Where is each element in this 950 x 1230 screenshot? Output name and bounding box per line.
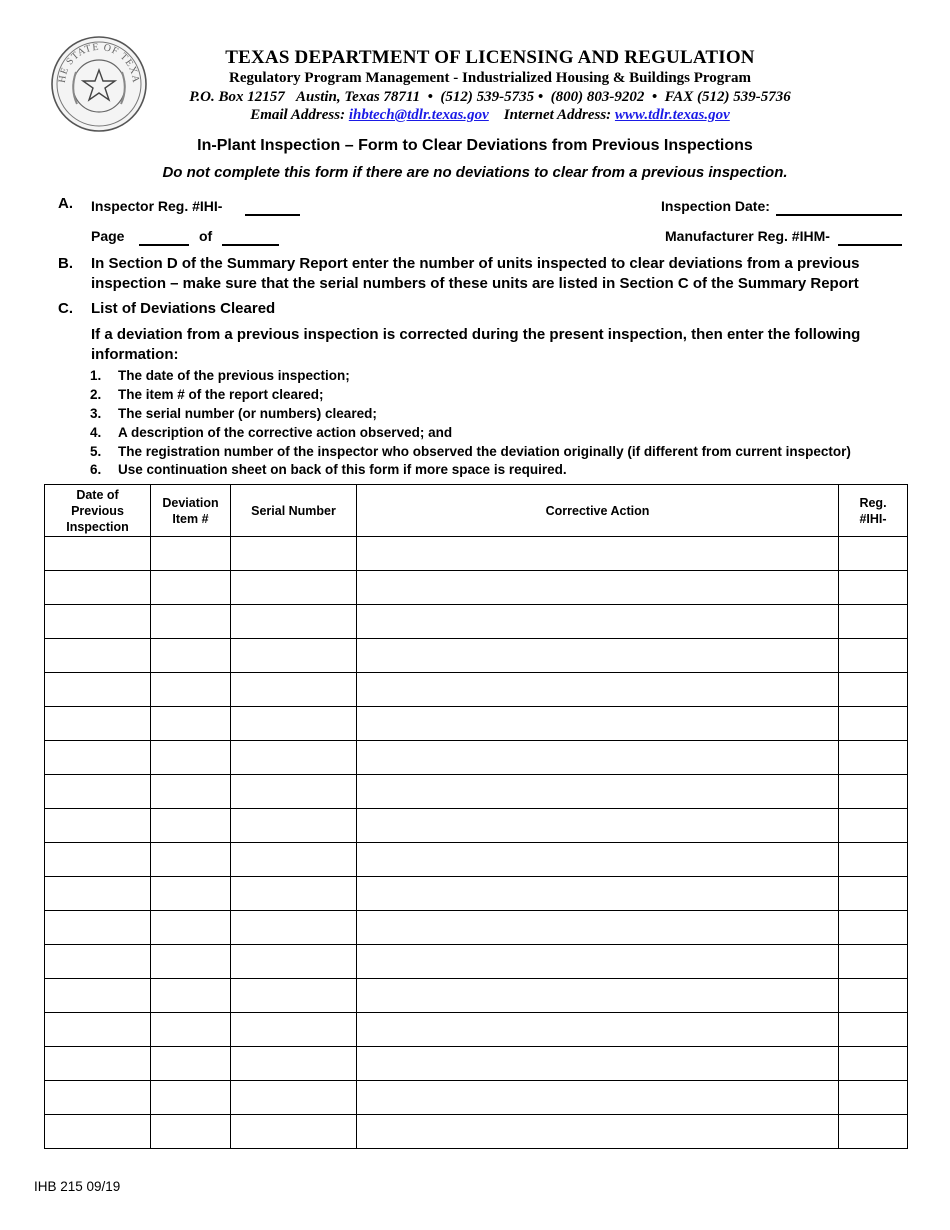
table-row — [45, 571, 908, 605]
agency-name: TEXAS DEPARTMENT OF LICENSING AND REGULATION — [225, 47, 755, 68]
reg-cell[interactable] — [839, 741, 908, 775]
list-item: 2. The item # of the report cleared; — [90, 387, 324, 402]
item-cell[interactable] — [151, 843, 231, 877]
action-cell[interactable] — [357, 571, 839, 605]
action-cell[interactable] — [357, 775, 839, 809]
item-cell[interactable] — [151, 1047, 231, 1081]
phone-1: (512) 539-5735 — [440, 89, 535, 105]
item-cell[interactable] — [151, 571, 231, 605]
section-c-title: List of Deviations Cleared — [91, 300, 276, 317]
date-cell[interactable] — [45, 537, 151, 571]
internet-label: Internet Address: — [503, 107, 612, 123]
list-item: 1. The date of the previous inspection; — [90, 368, 350, 383]
inspector-reg-label: Inspector Reg. #IHI- — [91, 198, 223, 214]
action-cell[interactable] — [357, 537, 839, 571]
date-cell[interactable] — [45, 979, 151, 1013]
table-row — [45, 605, 908, 639]
serial-cell[interactable] — [231, 1013, 357, 1047]
table-row — [45, 809, 908, 843]
table-row — [45, 639, 908, 673]
col-header-reg: Reg. #IHI- — [839, 485, 908, 537]
date-cell[interactable] — [45, 945, 151, 979]
action-cell[interactable] — [357, 1115, 839, 1149]
item-cell[interactable] — [151, 877, 231, 911]
reg-cell[interactable] — [839, 979, 908, 1013]
serial-cell[interactable] — [231, 707, 357, 741]
action-cell[interactable] — [357, 843, 839, 877]
col-header-serial: Serial Number — [231, 485, 357, 537]
table-row — [45, 843, 908, 877]
action-cell[interactable] — [357, 1047, 839, 1081]
list-item: 5. The registration number of the inspector who observed the deviation originally (if different from current inspector) — [90, 444, 851, 459]
table-row — [45, 911, 908, 945]
reg-cell[interactable] — [839, 843, 908, 877]
table-row — [45, 1013, 908, 1047]
date-cell[interactable] — [45, 843, 151, 877]
serial-cell[interactable] — [231, 571, 357, 605]
action-cell[interactable] — [357, 673, 839, 707]
item-cell[interactable] — [151, 639, 231, 673]
section-b-text: In Section D of the Summary Report enter the number of units inspected to clear deviations from a previous inspection – make sure that the serial numbers of these units are listed in Section C of the Summary Report — [91, 255, 860, 292]
table-row — [45, 1081, 908, 1115]
date-cell[interactable] — [45, 1013, 151, 1047]
item-cell[interactable] — [151, 911, 231, 945]
website-link[interactable]: www.tdlr.texas.gov — [614, 107, 730, 123]
table-row — [45, 979, 908, 1013]
list-item: 3. The serial number (or numbers) cleared; — [90, 406, 377, 421]
action-cell[interactable] — [357, 911, 839, 945]
bullet-icon: • — [537, 89, 544, 105]
serial-cell[interactable] — [231, 673, 357, 707]
email-link[interactable]: ihbtech@tdlr.texas.gov — [348, 107, 489, 123]
of-label: of — [199, 228, 213, 244]
date-cell[interactable] — [45, 605, 151, 639]
page-total-field[interactable] — [222, 244, 279, 246]
state-seal — [50, 34, 148, 134]
item-cell[interactable] — [151, 605, 231, 639]
serial-cell[interactable] — [231, 979, 357, 1013]
item-cell[interactable] — [151, 673, 231, 707]
serial-cell[interactable] — [231, 877, 357, 911]
item-cell[interactable] — [151, 775, 231, 809]
action-cell[interactable] — [357, 707, 839, 741]
serial-cell[interactable] — [231, 775, 357, 809]
list-item: 4. A description of the corrective action observed; and — [90, 425, 453, 440]
reg-cell[interactable] — [839, 639, 908, 673]
action-cell[interactable] — [357, 741, 839, 775]
form-note: Do not complete this form if there are no deviations to clear from a previous inspection. — [162, 164, 788, 181]
po-box: P.O. Box 12157 — [189, 89, 285, 105]
reg-cell[interactable] — [839, 605, 908, 639]
email-label: Email Address: — [250, 107, 346, 123]
serial-cell[interactable] — [231, 741, 357, 775]
action-cell[interactable] — [357, 639, 839, 673]
action-cell[interactable] — [357, 809, 839, 843]
reg-cell[interactable] — [839, 537, 908, 571]
action-cell[interactable] — [357, 1081, 839, 1115]
item-cell[interactable] — [151, 809, 231, 843]
form-title: In-Plant Inspection – Form to Clear Deviations from Previous Inspections — [197, 137, 753, 154]
item-cell[interactable] — [151, 1013, 231, 1047]
serial-cell[interactable] — [231, 605, 357, 639]
item-cell[interactable] — [151, 979, 231, 1013]
date-cell[interactable] — [45, 1081, 151, 1115]
table-row — [45, 673, 908, 707]
table-row — [45, 741, 908, 775]
date-cell[interactable] — [45, 707, 151, 741]
deviations-table — [44, 484, 908, 1149]
table-body — [45, 537, 908, 1149]
item-cell[interactable] — [151, 537, 231, 571]
date-cell[interactable] — [45, 571, 151, 605]
reg-cell[interactable] — [839, 911, 908, 945]
phone-2: (800) 803-9202 — [550, 89, 645, 105]
manufacturer-reg-field[interactable] — [838, 244, 902, 246]
col-header-action: Corrective Action — [357, 485, 839, 537]
item-cell[interactable] — [151, 1115, 231, 1149]
form-id: IHB 215 09/19 — [34, 1179, 121, 1194]
contact-line — [140, 89, 840, 106]
action-cell[interactable] — [357, 979, 839, 1013]
table-row — [45, 537, 908, 571]
city: Austin, Texas 78711 — [296, 89, 421, 105]
action-cell[interactable] — [357, 945, 839, 979]
item-cell[interactable] — [151, 1081, 231, 1115]
manufacturer-reg-label: Manufacturer Reg. #IHM- — [665, 228, 830, 244]
inspection-date-field[interactable] — [776, 214, 902, 216]
table-row — [45, 945, 908, 979]
serial-cell[interactable] — [231, 537, 357, 571]
reg-cell[interactable] — [839, 1081, 908, 1115]
bullet-icon: • — [427, 89, 433, 105]
reg-cell[interactable] — [839, 673, 908, 707]
table-row — [45, 877, 908, 911]
inspection-date-label: Inspection Date: — [661, 198, 770, 214]
date-cell[interactable] — [45, 1047, 151, 1081]
reg-cell[interactable] — [839, 571, 908, 605]
page-label: Page — [91, 228, 125, 244]
section-b-letter: B. — [58, 255, 73, 272]
table-row — [45, 1047, 908, 1081]
reg-cell[interactable] — [839, 1013, 908, 1047]
date-cell[interactable] — [45, 1115, 151, 1149]
page-number-field[interactable] — [139, 244, 189, 246]
date-cell[interactable] — [45, 741, 151, 775]
serial-cell[interactable] — [231, 911, 357, 945]
section-a-letter: A. — [58, 195, 73, 212]
table-row — [45, 1115, 908, 1149]
fax: FAX (512) 539-5736 — [664, 89, 791, 105]
reg-cell[interactable] — [839, 707, 908, 741]
item-cell[interactable] — [151, 741, 231, 775]
inspector-reg-field[interactable] — [245, 214, 300, 216]
date-cell[interactable] — [45, 877, 151, 911]
bullet-icon: • — [651, 89, 658, 105]
reg-cell[interactable] — [839, 775, 908, 809]
reg-cell[interactable] — [839, 1115, 908, 1149]
serial-cell[interactable] — [231, 843, 357, 877]
seal-text: HE STATE OF TEXA — [56, 41, 142, 85]
section-c-letter: C. — [58, 300, 73, 317]
date-cell[interactable] — [45, 911, 151, 945]
table-row — [45, 707, 908, 741]
table-header-row — [45, 485, 908, 537]
action-cell[interactable] — [357, 877, 839, 911]
action-cell[interactable] — [357, 605, 839, 639]
item-cell[interactable] — [151, 707, 231, 741]
serial-cell[interactable] — [231, 945, 357, 979]
serial-cell[interactable] — [231, 1081, 357, 1115]
section-c-intro: If a deviation from a previous inspection is corrected during the present inspection, then enter the following information: — [91, 326, 861, 363]
date-cell[interactable] — [45, 673, 151, 707]
serial-cell[interactable] — [231, 1115, 357, 1149]
list-item: 6. Use continuation sheet on back of this form if more space is required. — [90, 462, 567, 477]
action-cell[interactable] — [357, 1013, 839, 1047]
reg-cell[interactable] — [839, 1047, 908, 1081]
serial-cell[interactable] — [231, 809, 357, 843]
program-name: Regulatory Program Management - Industrialized Housing & Buildings Program — [229, 70, 751, 86]
date-cell[interactable] — [45, 775, 151, 809]
col-header-date: Date of Previous Inspection — [45, 485, 151, 537]
date-cell[interactable] — [45, 639, 151, 673]
serial-cell[interactable] — [231, 1047, 357, 1081]
serial-cell[interactable] — [231, 639, 357, 673]
item-cell[interactable] — [151, 945, 231, 979]
email-line — [140, 107, 840, 124]
reg-cell[interactable] — [839, 945, 908, 979]
reg-cell[interactable] — [839, 809, 908, 843]
col-header-item: Deviation Item # — [151, 485, 231, 537]
table-row — [45, 775, 908, 809]
reg-cell[interactable] — [839, 877, 908, 911]
date-cell[interactable] — [45, 809, 151, 843]
